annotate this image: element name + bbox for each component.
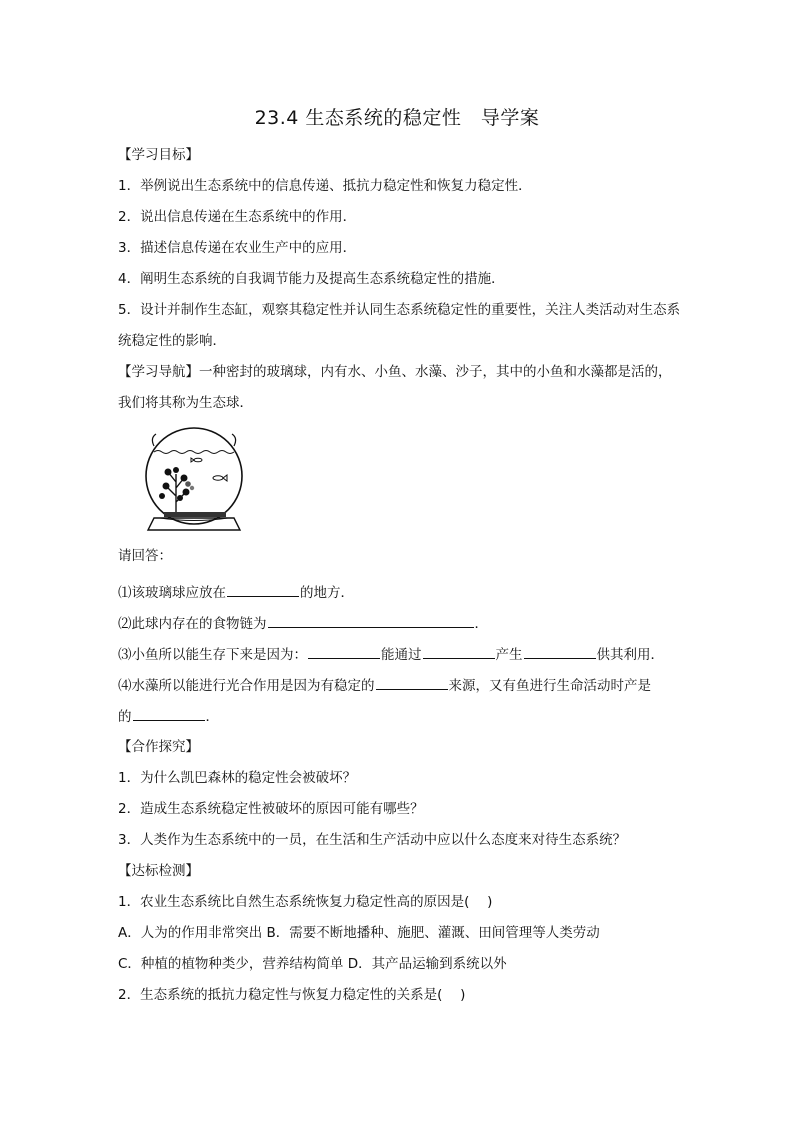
questions-prompt: 请回答： [118,548,172,564]
question-3-text: 产生 [495,647,523,663]
page-title: 23.4 生态系统的稳定性 导学案 [254,107,540,129]
answer-blank[interactable] [133,706,205,721]
guide-text: 一种密封的玻璃球，内有水、小鱼、水藻、沙子，其中的小鱼和水藻都是活的，我们将其称为生态球． [118,364,672,411]
answer-blank[interactable] [268,613,474,628]
objective-item: 4．阐明生态系统的自我调节能力及提高生态系统稳定性的措施． [118,271,505,287]
question-4-text: 来源，又有鱼进行生命活动时产是 [448,678,651,694]
test-heading: 【达标检测】 [118,863,199,879]
question-2-text: ⑵此球内存在的食物链为 [118,616,267,632]
answer-blank[interactable] [524,644,596,659]
inquiry-item: 1．为什么凯巴森林的稳定性会被破坏？ [118,770,357,786]
answer-blank[interactable] [308,644,380,659]
question-1 [118,582,688,603]
question-4 [118,675,688,696]
inquiry-heading: 【合作探究】 [118,739,199,755]
question-4-text: 的 [118,709,132,725]
question-3-text: 供其利用． [596,647,664,663]
question-1-text: 的地方． [300,585,354,601]
inquiry-item: 3．人类作为生态系统中的一员，在生活和生产活动中应以什么态度来对待生态系统？ [118,832,627,848]
answer-blank[interactable] [227,582,299,597]
guide-heading: 【学习导航】 [118,364,199,380]
test-option: C．种植的植物种类少，营养结构简单 D．其产品运输到系统以外 [118,956,507,972]
question-2 [118,613,688,634]
inquiry-item: 2．造成生态系统稳定性被破坏的原因可能有哪些？ [118,801,424,817]
question-3-text: ⑶小鱼所以能生存下来是因为： [118,647,307,663]
ecosphere-illustration [136,426,252,532]
answer-blank[interactable] [423,644,495,659]
objective-item: 3．描述信息传递在农业生产中的应用． [118,240,357,256]
objective-item: 5．设计并制作生态缸，观察其稳定性并认同生态系统稳定性的重要性，关注人类活动对生态系统稳定性的影响． [118,302,681,349]
test-item: 1．农业生态系统比自然生态系统恢复力稳定性高的原因是( ) [118,894,493,910]
question-3-text: 能通过 [381,647,422,663]
objective-item: 1．举例说出生态系统中的信息传递、抵抗力稳定性和恢复力稳定性． [118,178,532,194]
objectives-heading: 【学习目标】 [118,147,199,163]
test-option: A．人为的作用非常突出 B．需要不断地播种、施肥、灌溉、田间管理等人类劳动 [118,925,600,941]
question-4-text: ⑷水藻所以能进行光合作用是因为有稳定的 [118,678,375,694]
question-2-text: ． [474,616,488,632]
question-4-continued [118,706,688,727]
question-1-text: ⑴该玻璃球应放在 [118,585,226,601]
answer-blank[interactable] [376,675,448,690]
question-4-text: ． [205,709,219,725]
test-item: 2．生态系统的抵抗力稳定性与恢复力稳定性的关系是( ) [118,987,466,1003]
question-3 [118,644,688,665]
guide-paragraph [118,357,683,419]
objective-item: 2．说出信息传递在生态系统中的作用． [118,209,357,225]
